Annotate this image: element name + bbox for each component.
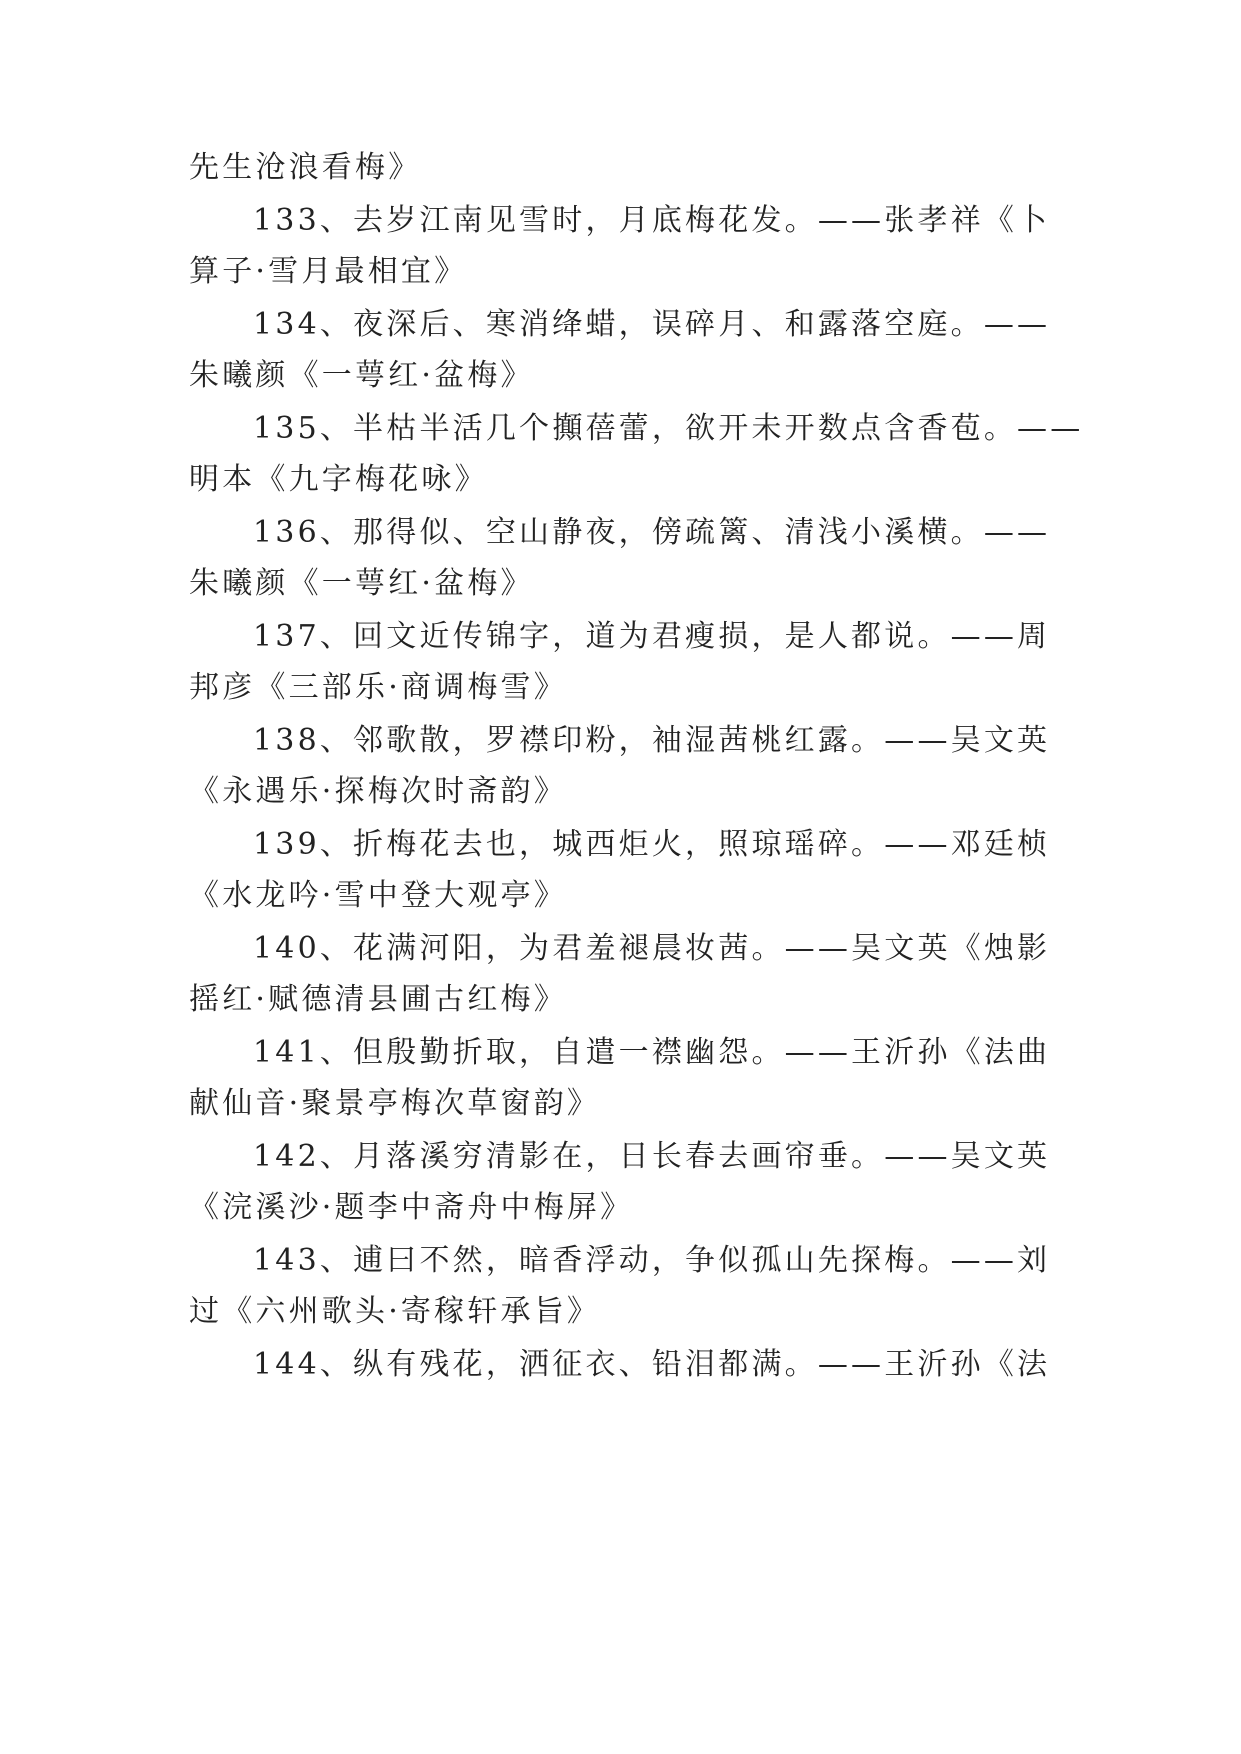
text-line: 明本《九字梅花咏》: [189, 462, 488, 497]
text-line: 献仙音·聚景亭梅次草窗韵》: [189, 1086, 601, 1121]
text-line: 先生沧浪看梅》: [189, 150, 422, 185]
text-line: 138、邻歌散，罗襟印粉，袖湿茜桃红露。——吴文英: [253, 723, 1051, 758]
text-line: 140、花满河阳，为君羞褪晨妆茜。——吴文英《烛影: [253, 931, 1051, 966]
text-line: 《浣溪沙·题李中斋舟中梅屏》: [189, 1190, 634, 1225]
text-line: 邦彦《三部乐·商调梅雪》: [189, 670, 567, 705]
text-line: 过《六州歌头·寄稼轩承旨》: [189, 1294, 601, 1329]
text-line: 143、逋曰不然，暗香浮动，争似孤山先探梅。——刘: [253, 1243, 1051, 1278]
text-line: 142、月落溪穷清影在，日长春去画帘垂。——吴文英: [253, 1139, 1051, 1174]
text-line: 朱曦颜《一萼红·盆梅》: [189, 358, 534, 393]
text-line: 141、但殷勤折取，自遣一襟幽怨。——王沂孙《法曲: [253, 1035, 1051, 1070]
text-line: 摇红·赋德清县圃古红梅》: [189, 982, 567, 1017]
text-line: 算子·雪月最相宜》: [189, 254, 468, 289]
text-line: 《永遇乐·探梅次时斋韵》: [189, 774, 567, 809]
text-line: 133、去岁江南见雪时，月底梅花发。——张孝祥《卜: [253, 203, 1051, 238]
text-line: 134、夜深后、寒消绛蜡，误碎月、和露落空庭。——: [253, 307, 1051, 342]
text-line: 136、那得似、空山静夜，傍疏篱、清浅小溪横。——: [253, 515, 1051, 550]
text-line: 137、回文近传锦字，道为君瘦损，是人都说。——周: [253, 619, 1051, 654]
text-line: 135、半枯半活几个攧蓓蕾，欲开未开数点含香苞。——: [253, 411, 1084, 446]
text-line: 朱曦颜《一萼红·盆梅》: [189, 566, 534, 601]
text-line: 《水龙吟·雪中登大观亭》: [189, 878, 567, 913]
text-line: 139、折梅花去也，城西炬火，照琼瑶碎。——邓廷桢: [253, 827, 1051, 862]
text-line: 144、纵有残花，洒征衣、铅泪都满。——王沂孙《法: [253, 1347, 1051, 1382]
